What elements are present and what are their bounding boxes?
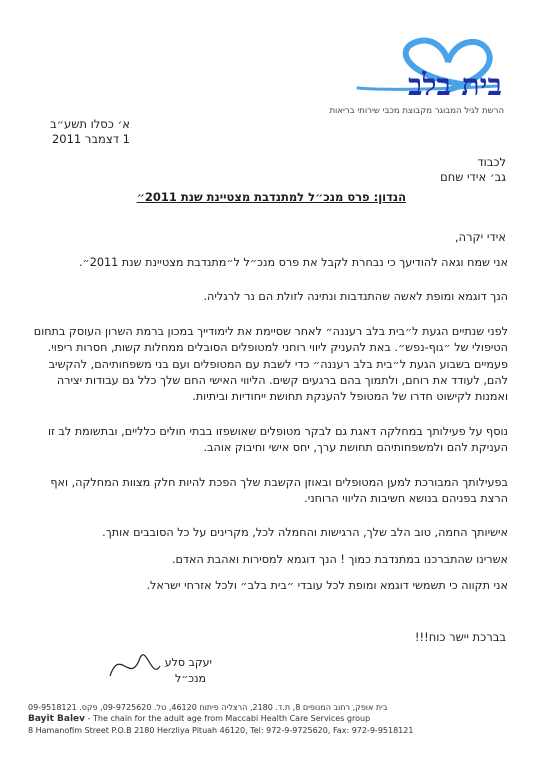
date-gregorian: 1 דצמבר 2011 bbox=[51, 132, 130, 146]
body-paragraph: אישיותך החמה, טוב הלב שלך, הרגישות והחמלה לכל, מקרינים על כל הסובבים אותך. bbox=[102, 526, 508, 540]
letter-body bbox=[30, 255, 508, 605]
footer-address: 8 Hamanofim Street P.O.B 2180 Herzliya Pituah 46120, Tel: 972-9-9725620, Fax: 972-9-9518121 bbox=[28, 726, 414, 735]
logo-name: בית בלב bbox=[407, 68, 502, 103]
footer-hebrew-address: בית אופק, רחוב המנופים 8, ת.ד. 2180, הרצליה פיתוח 46120, טל. 09-9725620, פקס. 09-9518121 bbox=[28, 703, 388, 712]
letter-date bbox=[50, 117, 130, 147]
footer-tagline: - The chain for the adult age from Maccabi Health Care Services group bbox=[85, 714, 371, 723]
footer-brand: Bayit Balev bbox=[28, 714, 86, 724]
subject-line: הנדון: פרס מנכ״ל למתנדבת מצטיינת שנת 2011״ bbox=[136, 190, 406, 204]
recipient-line2: גב׳ אידי שחם bbox=[440, 170, 506, 184]
signature bbox=[100, 636, 220, 691]
logo bbox=[298, 30, 508, 120]
body-paragraph: הנך דוגמא ומופת לאשה שהתנדבות ונתינה לזולת הם נר לרגליה. bbox=[203, 290, 508, 304]
footer bbox=[28, 702, 508, 736]
body-paragraph: לפני שנתיים הגעת ל״בית בלב רעננה״ לאחר שסיימת את לימודייך במכון ברמת השרון העוסק בתחום הטיפולי של ״גוף-נפש״. באת להעניק ליווי רוחני למטופלים הסובלים ממחלות קשות, חסרות ריפוי. פעמיים בשבוע הגעת ל״בית בלב רעננה״ כדי לשבת עם המטופלים ועם בני משפחותיהם, להקשיב להם, לעודד את רוחם, ולתמוך בהם ברגעים קשים. הליווי האישי החם שלך כלל גם עבודות יצירה ואמנות לקישוט חדרו של המטופל להענקת תחושת ייחודיות וביתיות. bbox=[33, 324, 508, 404]
closing: בברכת יישר כוח!!! bbox=[414, 630, 506, 644]
greeting: אידי יקרה, bbox=[454, 230, 506, 244]
recipient-line1: לכבוד bbox=[477, 155, 506, 169]
body-paragraph: נוסף על פעילותך במחלקה דאגת גם לבקר מטופלים שאושפזו בבתי חולים כלליים, ובתשומת לב זו העניקת להם ולמשפחותיהם תחושת ערך, יחס אישי וחיבוק אוהב. bbox=[47, 424, 508, 455]
body-paragraph: אשרינו שהתברכנו במתנדבת כמוך ! הנך דוגמא למסירות ואהבת האדם. bbox=[171, 552, 508, 566]
signature-title: מנכ״ל bbox=[174, 672, 206, 685]
signature-name: יעקב סלע bbox=[164, 656, 212, 669]
body-paragraph: אני תקווה כי תשמשי דוגמא ומופת לכל עובדי ״בית בלב״ ולכל אזרחי ישראל. bbox=[146, 579, 508, 593]
date-hebrew: א׳ כסלו תשע״ב bbox=[50, 117, 130, 131]
body-paragraph: אני שמח וגאה להודיעך כי נבחרת לקבל את פרס מנכ״ל ל״מתנדבת מצטיינת שנת 2011״. bbox=[78, 256, 508, 269]
footer-brand-line bbox=[28, 713, 508, 725]
logo-tagline: הרשת לגיל המבוגר מקבוצת מכבי שירותי בריאות bbox=[329, 106, 504, 116]
recipient bbox=[440, 155, 506, 185]
body-paragraph: בפעילותך המבורכת למען המטופלים ובאוזן הקשבת שלך הפכת להיות חלק מצוות המחלקה, ואף הרצת בפניהם בנושא חשיבות הליווי הרוחני. bbox=[50, 475, 508, 506]
